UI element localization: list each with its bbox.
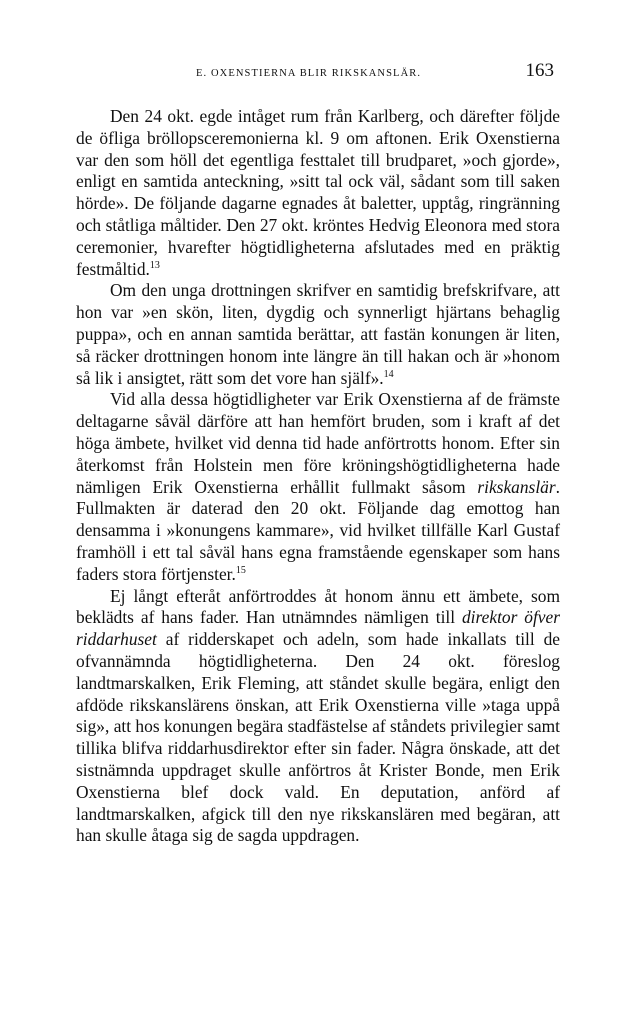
paragraph-3-text-a: Vid alla dessa högtidligheter var Erik Oxenstierna af de främste deltagarne såväl därföre att han hemfört bruden, som i kraft af det höga ämbete, hvilket vid denna tid hade anförtrotts honom. Efter sin återkomst från Holstein men före kröningshögtidligheterna hade nämligen Erik Oxenstierna erhållit fullmakt såsom <box>76 389 560 497</box>
paragraph-4-text-a: Ej långt efteråt anförtroddes åt honom ännu ett ämbete, som beklädts af hans fader. Han utnämndes nämligen till <box>76 585 560 628</box>
body-text <box>76 106 560 847</box>
paragraph-3-text-b: . Fullmakten är daterad den 20 okt. Följande dag emottog han densamma i »konungens kammare», vid hvilket tillfälle Karl Gustaf framhöll i ett tal såväl hans egna framstående egenskaper som hans faders stora förtjenster. <box>76 476 560 584</box>
book-page <box>76 60 560 847</box>
footnote-ref-15: 15 <box>235 564 246 576</box>
italic-term-rikskanslar: rikskanslär <box>477 476 556 497</box>
paragraph-4-text-b: af ridderskapet och adeln, som hade inkallats till de ofvannämnda högtidligheterna. Den 24 okt. föreslog landtmarskalken, Erik Fleming, att ståndet skulle begära, enligt den afdöde rikskanslärens önskan, att Erik Oxenstierna ville »taga uppå sig», att hos konungen begära stadfästelse af ståndets privilegier samt tillika blifva riddarhusdirektor efter sin fader. Några önskade, att det sistnämnda uppdraget skulle anförtros åt Krister Bonde, men Erik Oxenstierna blef dock vald. En deputation, anförd af landtmarskalken, afgick till den nye rikskanslären med begäran, att han skulle åtaga sig de sagda uppdragen. <box>76 629 560 846</box>
italic-term-direktor: direktor öfver riddarhuset <box>76 607 560 650</box>
running-title: E. OXENSTIERNA BLIR RIKSKANSLÄR. <box>196 68 422 79</box>
paragraph-2-text: Om den unga drottningen skrifver en samtidig brefskrifvare, att hon var »en skön, liten, dygdig och synnerligt hjärtans behaglig puppa», och en annan samtida berättar, att fastän konungen är liten, så räcker drottningen honom inte längre än till hakan och är »honom så lik i ansigtet, rätt som det vore han själf». <box>76 280 560 388</box>
paragraph-1-text: Den 24 okt. egde intåget rum från Karlberg, och därefter följde de öfliga bröllopsceremonierna kl. 9 om aftonen. Erik Oxenstierna var den som höll det egentliga festtalet till brudparet, »och gjorde», enligt en samtida anteckning, »sitt tal ock väl, sådant som till saken hörde». De följande dagarne egnades åt baletter, upptåg, ringränning och ståtliga måltider. Den 27 okt. kröntes Hedvig Eleonora med stora ceremonier, hvarefter högtidligheterna afslutades med en präktig festmåltid. <box>76 106 560 279</box>
footnote-ref-14: 14 <box>383 368 394 380</box>
paragraph-1 <box>76 106 560 280</box>
page-number: 163 <box>525 60 554 81</box>
paragraph-4 <box>76 586 560 848</box>
paragraph-3 <box>76 389 560 585</box>
running-header <box>76 60 560 90</box>
footnote-ref-13: 13 <box>149 259 160 271</box>
paragraph-2 <box>76 280 560 389</box>
